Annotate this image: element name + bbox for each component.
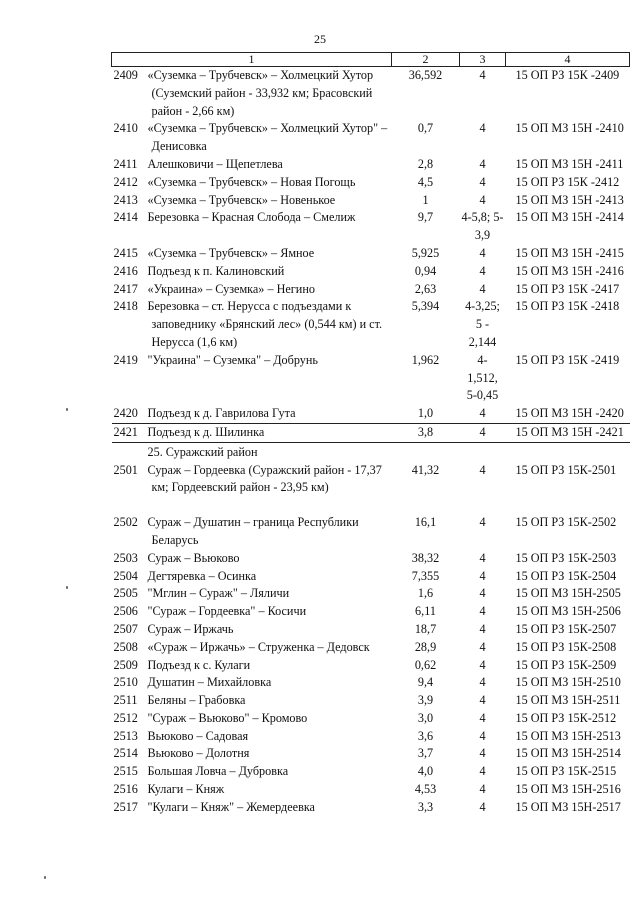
- row-number: 2414: [113, 210, 138, 225]
- row-number: 2415: [113, 245, 138, 260]
- length-km-cell: 0,62: [414, 657, 437, 672]
- header-col-4: 4: [506, 53, 630, 67]
- table-row: [112, 281, 630, 299]
- length-km-cell: 2,63: [414, 281, 437, 296]
- road-name: Березовка – Красная Слобода – Смелиж: [147, 210, 356, 225]
- scan-speck: [66, 586, 68, 589]
- road-code-cell: 15 ОП МЗ 15Н -2414: [515, 210, 624, 225]
- table-row: [112, 621, 630, 639]
- table-row: [112, 799, 630, 817]
- table-row: [112, 550, 630, 568]
- table-row: [112, 298, 630, 351]
- length-km-cell: 4,53: [414, 782, 437, 797]
- road-name: Подъезд к д. Гаврилова Гута: [147, 406, 296, 421]
- row-number: 2504: [113, 568, 138, 583]
- table-row: [112, 192, 630, 210]
- table-row: [112, 263, 630, 281]
- table-row: [112, 120, 630, 156]
- category-cell: 4: [479, 462, 486, 477]
- road-name: Сураж – Вьюково: [147, 550, 240, 565]
- road-name-cell: [112, 120, 392, 156]
- row-number: 2511: [113, 693, 138, 708]
- road-code-cell: 15 ОП РЗ 15К-2508: [515, 639, 617, 654]
- road-name-cell: [112, 728, 392, 746]
- length-km-cell: 0,94: [414, 263, 437, 278]
- length-km-cell: 7,355: [411, 568, 440, 583]
- road-name: Сураж – Иржачь: [147, 621, 234, 636]
- road-code-cell: 15 ОП МЗ 15Н -2410: [515, 121, 624, 136]
- road-name-cell: [112, 209, 392, 245]
- row-number: 2421: [113, 424, 138, 439]
- road-name-cell: [112, 710, 392, 728]
- length-km-cell: 28,9: [414, 639, 437, 654]
- row-number: 2513: [113, 728, 138, 743]
- road-code-cell: 15 ОП МЗ 15Н-2514: [515, 746, 621, 761]
- category-cell: 4: [479, 799, 486, 814]
- road-name-cell: [112, 192, 392, 210]
- road-code-cell: 15 ОП РЗ 15К-2507: [515, 621, 617, 636]
- road-name-cell: [112, 585, 392, 603]
- road-name: Дегтяревка – Осинка: [147, 568, 257, 583]
- road-name-cell: [112, 174, 392, 192]
- category-cell: 4: [479, 710, 486, 725]
- road-name-cell: [112, 799, 392, 817]
- table-row: [112, 352, 630, 405]
- table-row: [112, 603, 630, 621]
- road-name-cell: [112, 550, 392, 568]
- road-name-cell: [112, 621, 392, 639]
- road-name-cell: [112, 603, 392, 621]
- table-row: [112, 245, 630, 263]
- length-km-cell: 3,8: [392, 423, 460, 442]
- road-name-cell: [112, 462, 392, 498]
- road-name: Подъезд к п. Калиновский: [147, 263, 285, 278]
- category-cell: 4: [479, 515, 486, 530]
- category-cell: 4: [460, 423, 506, 442]
- table-row: [112, 585, 630, 603]
- road-code-cell: 15 ОП МЗ 15Н -2413: [515, 192, 624, 207]
- length-km-cell: 3,0: [417, 710, 434, 725]
- row-number: 2409: [113, 68, 138, 82]
- road-name-cell: [112, 442, 392, 461]
- table-row: [112, 67, 630, 121]
- category-cell: 4: [479, 764, 486, 779]
- length-km-cell: [392, 442, 460, 461]
- road-name: «Сураж – Иржачь» – Струженка – Дедовск: [147, 639, 370, 654]
- length-km-cell: 38,32: [411, 550, 440, 565]
- road-name-cell: [112, 568, 392, 586]
- length-km-cell: 1: [422, 192, 429, 207]
- length-km-cell: 41,32: [411, 462, 440, 477]
- road-registry-table: [111, 52, 630, 817]
- road-name: Сураж – Гордеевка (Суражский район - 17,37 км; Гордеевский район - 23,95 км): [147, 462, 382, 495]
- road-name: "Сураж – Гордеевка" – Косичи: [147, 604, 307, 619]
- road-name: Подъезд к д. Шилинка: [147, 424, 265, 439]
- length-km-cell: 5,394: [411, 299, 440, 314]
- table-row: [112, 692, 630, 710]
- road-name: Алешковичи – Щепетлева: [147, 156, 283, 171]
- category-cell: 4: [479, 192, 486, 207]
- table-row: [112, 405, 630, 423]
- road-code-cell: 15 ОП РЗ 15К-2501: [515, 462, 617, 477]
- category-cell: 4: [479, 639, 486, 654]
- length-km-cell: 3,9: [417, 693, 434, 708]
- scan-speck: [66, 408, 68, 411]
- road-code-cell: 15 ОП РЗ 15К -2418: [515, 299, 620, 314]
- road-name: «Суземка – Трубчевск» – Новенькое: [147, 192, 336, 207]
- road-name-cell: [112, 657, 392, 675]
- row-number: 2505: [113, 586, 138, 601]
- length-km-cell: 36,592: [408, 68, 443, 82]
- category-cell: 4: [479, 263, 486, 278]
- row-number: 2509: [113, 657, 138, 672]
- row-number: 2420: [113, 406, 138, 421]
- category-cell: 4: [479, 174, 486, 189]
- road-name-cell: [112, 763, 392, 781]
- length-km-cell: 3,3: [417, 799, 434, 814]
- length-km-cell: 9,7: [417, 210, 434, 225]
- road-name: «Суземка – Трубчевск» – Холмецкий Хутор" – Денисовка: [147, 121, 388, 154]
- road-name-cell: [112, 67, 392, 121]
- category-cell: [460, 442, 506, 461]
- road-name-cell: [112, 156, 392, 174]
- road-name: «Суземка – Трубчевск» – Холмецкий Хутор (Суземский район - 33,932 км; Брасовский район - 2,66 км): [147, 68, 374, 118]
- row-number: 2515: [113, 764, 138, 779]
- road-name: «Суземка – Трубчевск» – Новая Погощь: [147, 174, 356, 189]
- length-km-cell: 4,5: [417, 174, 434, 189]
- category-cell: 4: [479, 568, 486, 583]
- road-name-cell: [112, 781, 392, 799]
- category-cell: 4: [460, 405, 506, 423]
- road-code-cell: 15 ОП МЗ 15Н-2517: [515, 799, 621, 814]
- road-name: Кулаги – Княж: [147, 782, 225, 797]
- table-row: [112, 745, 630, 763]
- road-name: Березовка – ст. Нерусса с подъездами к заповеднику «Брянский лес» (0,544 км) и ст. Нерусса (1,6 км): [147, 299, 383, 349]
- category-cell: 4: [479, 586, 486, 601]
- header-col-3: 3: [460, 53, 506, 67]
- road-code-cell: 15 ОП МЗ 15Н-2506: [515, 604, 621, 619]
- category-cell: 4: [479, 121, 486, 136]
- length-km-cell: 6,11: [415, 604, 436, 619]
- scan-speck: [44, 876, 46, 879]
- road-name: Душатин – Михайловка: [147, 675, 272, 690]
- row-number: 2418: [113, 299, 138, 314]
- header-col-2: 2: [392, 53, 460, 67]
- road-name: Сураж – Душатин – граница Республики Беларусь: [147, 515, 359, 547]
- road-code-cell: 15 ОП МЗ 15Н-2505: [515, 586, 621, 601]
- row-number: 2501: [113, 462, 138, 477]
- road-name: "Мглин – Сураж" – Ляличи: [147, 586, 290, 601]
- road-name-cell: [112, 639, 392, 657]
- table-header: [112, 53, 630, 67]
- road-name: Вьюково – Долотня: [147, 746, 250, 761]
- road-name: Беляны – Грабовка: [147, 693, 246, 708]
- road-name: Большая Ловча – Дубровка: [147, 764, 289, 779]
- road-name-cell: [112, 745, 392, 763]
- length-km-cell: 9,4: [417, 675, 434, 690]
- row-number: 2506: [113, 604, 138, 619]
- category-cell: 4-5,8; 5-3,9: [461, 210, 504, 243]
- length-km-cell: 1,6: [417, 586, 434, 601]
- table-row: [112, 156, 630, 174]
- road-name: «Украина» – Суземка» – Негино: [147, 281, 315, 296]
- table-row: [112, 657, 630, 675]
- table-row: [112, 568, 630, 586]
- table-row: [112, 763, 630, 781]
- road-name-cell: [112, 514, 392, 550]
- category-cell: 4: [479, 68, 486, 82]
- road-name: «Суземка – Трубчевск» – Ямное: [147, 245, 315, 260]
- road-name-cell: [112, 692, 392, 710]
- length-km-cell: 3,7: [417, 746, 434, 761]
- district-heading-row: [112, 442, 630, 461]
- category-cell: 4: [479, 746, 486, 761]
- road-name-cell: [112, 674, 392, 692]
- table-row: [112, 514, 630, 550]
- table-row: [112, 423, 630, 442]
- road-name-cell: [112, 423, 392, 442]
- table-row: [112, 639, 630, 657]
- length-km-cell: 3,6: [417, 728, 434, 743]
- road-code-cell: 15 ОП МЗ 15Н-2516: [515, 782, 621, 797]
- category-cell: 4: [479, 657, 486, 672]
- road-name-cell: [112, 352, 392, 405]
- road-name-cell: [112, 281, 392, 299]
- road-name: Подъезд к с. Кулаги: [147, 657, 251, 672]
- row-number: 2508: [113, 639, 138, 654]
- row-number: 2507: [113, 621, 138, 636]
- length-km-cell: 1,0: [392, 405, 460, 423]
- category-cell: 4: [479, 550, 486, 565]
- blank-row: [112, 497, 630, 514]
- road-code-cell: 15 ОП РЗ 15К -2409: [515, 68, 620, 82]
- road-code-cell: 15 ОП МЗ 15Н -2420: [506, 405, 630, 423]
- road-code-cell: 15 ОП МЗ 15Н-2510: [515, 675, 621, 690]
- row-number: 2510: [113, 675, 138, 690]
- row-number: 2410: [113, 121, 138, 136]
- row-number: 2503: [113, 550, 138, 565]
- table-row: [112, 728, 630, 746]
- category-cell: 4: [479, 782, 486, 797]
- category-cell: 4: [479, 604, 486, 619]
- row-number: 2502: [113, 515, 138, 530]
- road-code-cell: 15 ОП МЗ 15Н -2411: [515, 156, 624, 171]
- row-number: 2516: [113, 782, 138, 797]
- length-km-cell: 5,925: [411, 245, 440, 260]
- row-number: 2413: [113, 192, 138, 207]
- road-name-cell: [112, 245, 392, 263]
- row-number: 2514: [113, 746, 138, 761]
- road-code-cell: 15 ОП РЗ 15К -2419: [515, 352, 620, 367]
- row-number: 2419: [113, 352, 138, 367]
- table-row: [112, 209, 630, 245]
- road-code-cell: 15 ОП РЗ 15К -2417: [515, 281, 620, 296]
- road-name: "Украина" – Суземка" – Добрунь: [147, 352, 318, 367]
- category-cell: 4: [479, 675, 486, 690]
- road-code-cell: 15 ОП РЗ 15К -2412: [515, 174, 620, 189]
- row-number: 2517: [113, 799, 138, 814]
- row-number: 2411: [113, 156, 138, 171]
- length-km-cell: 1,962: [411, 352, 440, 367]
- category-cell: 4: [479, 281, 486, 296]
- table-body: [112, 67, 630, 817]
- header-col-1: 1: [112, 53, 392, 67]
- road-code-cell: 15 ОП МЗ 15Н-2513: [515, 728, 621, 743]
- road-code-cell: 15 ОП РЗ 15К-2504: [515, 568, 617, 583]
- road-name-cell: [112, 263, 392, 281]
- road-code-cell: [506, 442, 630, 461]
- length-km-cell: 4,0: [417, 764, 434, 779]
- road-name-cell: [112, 405, 392, 423]
- road-name: Вьюково – Садовая: [147, 728, 249, 743]
- table-row: [112, 781, 630, 799]
- road-code-cell: 15 ОП РЗ 15К-2515: [515, 764, 617, 779]
- road-code-cell: 15 ОП РЗ 15К-2509: [515, 657, 617, 672]
- length-km-cell: 2,8: [417, 156, 434, 171]
- road-name: "Сураж – Вьюково" – Кромово: [147, 710, 308, 725]
- category-cell: 4-3,25; 5 - 2,144: [465, 299, 500, 349]
- road-code-cell: 15 ОП РЗ 15К-2503: [515, 550, 617, 565]
- road-code-cell: 15 ОП МЗ 15Н-2511: [515, 693, 621, 708]
- road-code-cell: 15 ОП МЗ 15Н -2421: [506, 423, 630, 442]
- category-cell: 4: [479, 621, 486, 636]
- table-row: [112, 462, 630, 498]
- row-number: 2416: [113, 263, 138, 278]
- row-number: 2412: [113, 174, 138, 189]
- page-number: 25: [314, 32, 326, 46]
- road-name-cell: [112, 298, 392, 351]
- table-row: [112, 174, 630, 192]
- table-row: [112, 710, 630, 728]
- category-cell: 4: [479, 156, 486, 171]
- table-row: [112, 674, 630, 692]
- length-km-cell: 18,7: [414, 621, 437, 636]
- road-code-cell: 15 ОП РЗ 15К-2502: [515, 515, 617, 530]
- category-cell: 4: [479, 728, 486, 743]
- category-cell: 4- 1,512, 5-0,45: [466, 352, 499, 403]
- road-code-cell: 15 ОП МЗ 15Н -2415: [515, 245, 624, 260]
- row-number: 2417: [113, 281, 138, 296]
- length-km-cell: 16,1: [414, 515, 437, 530]
- row-number: 2512: [113, 710, 138, 725]
- category-cell: 4: [479, 693, 486, 708]
- road-name: "Кулаги – Княж" – Жемердеевка: [147, 799, 315, 814]
- road-code-cell: 15 ОП РЗ 15К-2512: [515, 710, 617, 725]
- district-title: 25. Суражский район: [147, 444, 258, 459]
- category-cell: 4: [479, 245, 486, 260]
- length-km-cell: 0,7: [417, 121, 434, 136]
- road-code-cell: 15 ОП МЗ 15Н -2416: [515, 263, 624, 278]
